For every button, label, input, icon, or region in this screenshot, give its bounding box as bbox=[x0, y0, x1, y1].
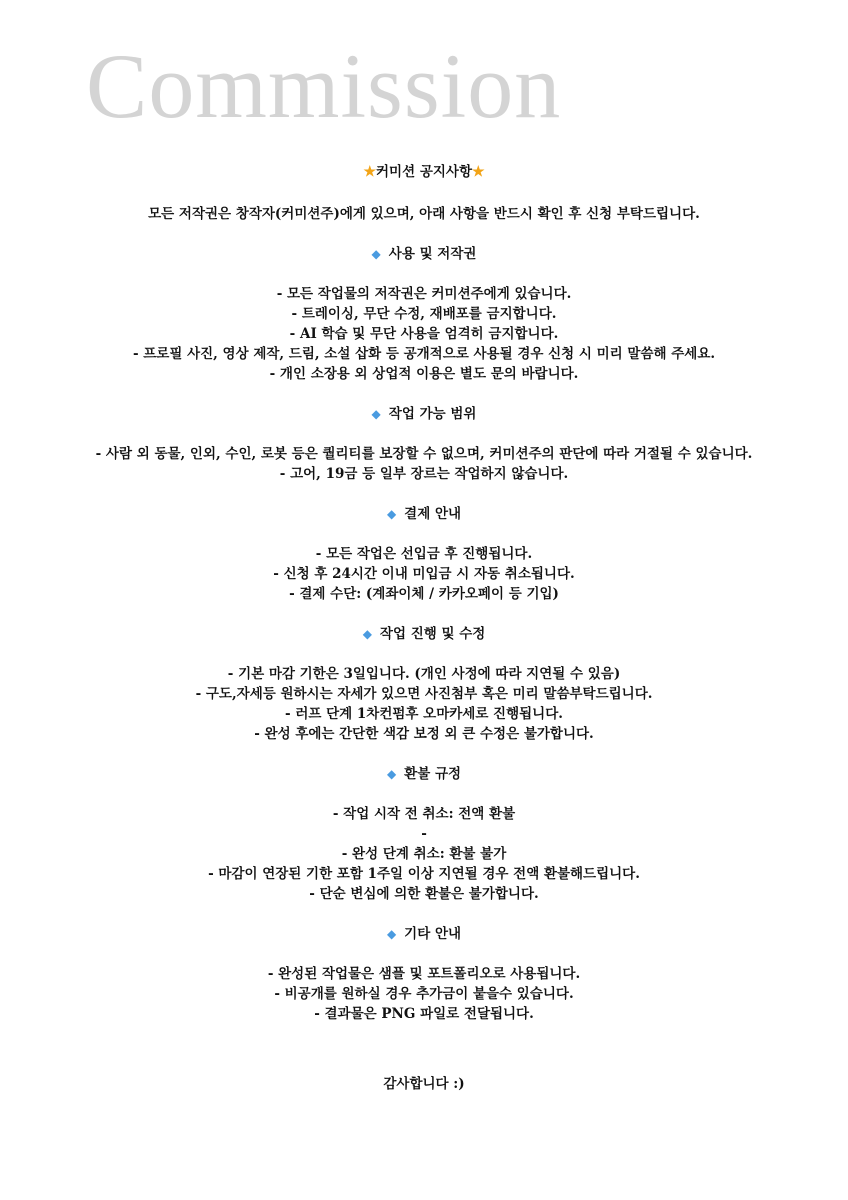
section-heading-label: 사용 및 저작권 bbox=[388, 246, 477, 262]
section-line: - 마감이 연장된 기한 포함 1주일 이상 지연될 경우 전액 환불해드립니다. bbox=[208, 866, 640, 882]
section-line: - 결과물은 PNG 파일로 전달됩니다. bbox=[314, 1006, 534, 1022]
section-line: - 모든 작업물의 저작권은 커미션주에게 있습니다. bbox=[276, 286, 572, 302]
sections-container bbox=[0, 244, 848, 1024]
section-heading bbox=[0, 404, 848, 424]
section-lines bbox=[0, 544, 848, 604]
notice-heading-label: 커미션 공지사항 bbox=[376, 164, 472, 180]
section-lines bbox=[0, 664, 848, 744]
page-title: Commission bbox=[86, 35, 562, 137]
section-heading-label: 작업 진행 및 수정 bbox=[379, 626, 486, 642]
section-heading bbox=[0, 624, 848, 644]
section-heading-label: 결제 안내 bbox=[404, 506, 462, 522]
diamond-icon: ◆ bbox=[362, 627, 372, 641]
section-lines bbox=[0, 284, 848, 384]
section-line: - 사람 외 동물, 인외, 수인, 로봇 등은 퀄리티를 보장할 수 없으며, 커미션주의 판단에 따라 거절될 수 있습니다. bbox=[95, 446, 753, 462]
section-lines bbox=[0, 964, 848, 1024]
diamond-icon: ◆ bbox=[386, 927, 397, 941]
section-line: - AI 학습 및 무단 사용을 엄격히 금지합니다. bbox=[289, 326, 559, 342]
section-line: - 결제 수단: (계좌이체 / 카카오페이 등 기입) bbox=[289, 586, 559, 602]
diamond-icon: ◆ bbox=[371, 407, 381, 421]
section-line: - 단순 변심에 의한 환불은 불가합니다. bbox=[309, 886, 539, 902]
section-lines bbox=[0, 444, 848, 484]
section-line: - 모든 작업은 선입금 후 진행됩니다. bbox=[315, 546, 533, 562]
diamond-icon: ◆ bbox=[386, 767, 397, 781]
section-line: - 신청 후 24시간 이내 미입금 시 자동 취소됩니다. bbox=[273, 566, 575, 582]
section-heading-label: 환불 규정 bbox=[404, 766, 462, 782]
section-lines bbox=[0, 804, 848, 904]
section-line: - 완성 단계 취소: 환불 불가 bbox=[341, 846, 507, 862]
section-heading-label: 작업 가능 범위 bbox=[388, 406, 477, 422]
section-line: - 완성된 작업물은 샘플 및 포트폴리오로 사용됩니다. bbox=[267, 966, 581, 982]
section-line: - 프로필 사진, 영상 제작, 드림, 소설 삽화 등 공개적으로 사용될 경우 신청 시 미리 말씀해 주세요. bbox=[132, 346, 716, 362]
star-icon: ★ bbox=[363, 164, 376, 180]
section-line: - 구도,자세등 원하시는 자세가 있으면 사진첨부 혹은 미리 말씀부탁드립니다. bbox=[195, 686, 653, 702]
diamond-icon: ◆ bbox=[371, 247, 381, 261]
section-heading bbox=[0, 924, 848, 944]
section-line: - 비공개를 원하실 경우 추가금이 붙을수 있습니다. bbox=[274, 986, 574, 1002]
section-line: - 러프 단계 1차컨펌후 오마카세로 진행됩니다. bbox=[285, 706, 563, 722]
section-line: - 작업 시작 전 취소: 전액 환불 bbox=[332, 806, 516, 822]
section-heading bbox=[0, 244, 848, 264]
star-icon: ★ bbox=[472, 164, 485, 180]
section-line: - 완성 후에는 간단한 색감 보정 외 큰 수정은 불가합니다. bbox=[254, 726, 594, 742]
section-line: - bbox=[421, 826, 427, 842]
section-line: - 개인 소장용 외 상업적 이용은 별도 문의 바랍니다. bbox=[269, 366, 579, 382]
section-heading bbox=[0, 504, 848, 524]
closing-text: 감사합니다 :) bbox=[383, 1076, 465, 1092]
section-heading bbox=[0, 764, 848, 784]
notice-heading bbox=[0, 162, 848, 186]
section-heading-label: 기타 안내 bbox=[404, 926, 462, 942]
section-line: - 트레이싱, 무단 수정, 재배포를 금지합니다. bbox=[291, 306, 557, 322]
notice-content bbox=[0, 162, 848, 1024]
diamond-icon: ◆ bbox=[386, 507, 397, 521]
section-line: - 기본 마감 기한은 3일입니다. (개인 사정에 따라 지연될 수 있음) bbox=[227, 666, 621, 682]
notice-intro: 모든 저작권은 창작자(커미션주)에게 있으며, 아래 사항을 반드시 확인 후 신청 부탁드립니다. bbox=[148, 206, 700, 222]
section-line: - 고어, 19금 등 일부 장르는 작업하지 않습니다. bbox=[279, 466, 569, 482]
